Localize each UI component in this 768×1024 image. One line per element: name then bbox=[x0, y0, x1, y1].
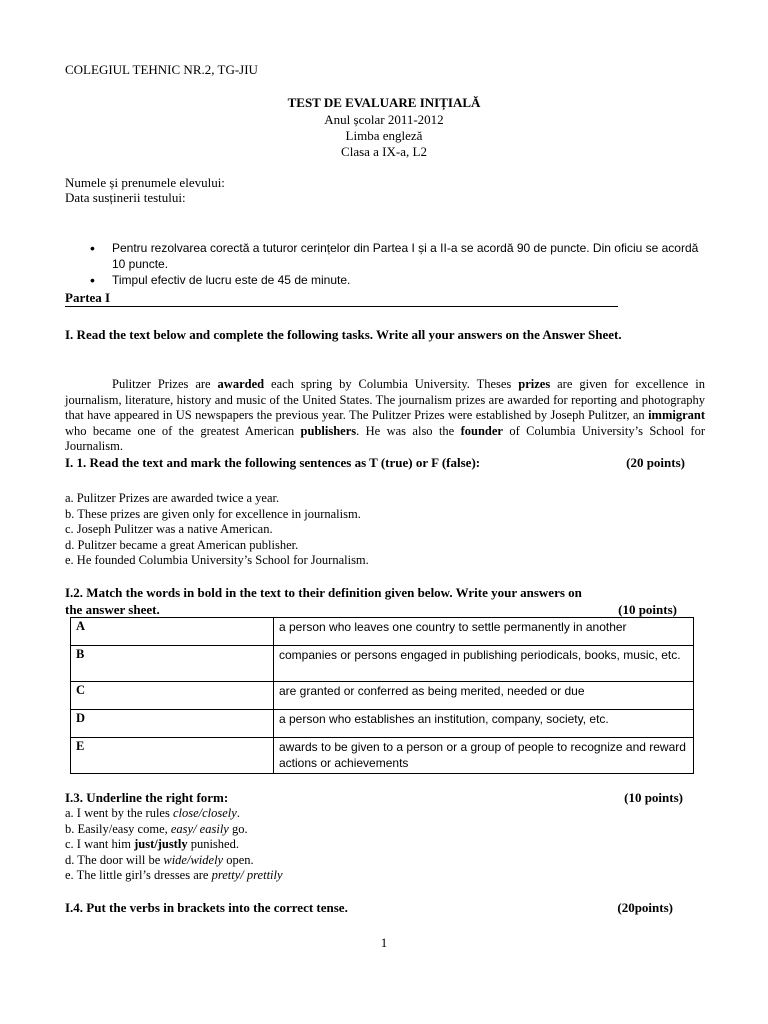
item-text: go. bbox=[228, 821, 248, 836]
row-key: C bbox=[71, 682, 274, 710]
underline-item bbox=[65, 868, 283, 884]
item-options: close/closely bbox=[172, 806, 237, 820]
table-row bbox=[71, 682, 694, 710]
reading-text-part: each spring by Columbia University. Theses bbox=[264, 377, 519, 391]
row-definition: a person who establishes an institution, company, society, etc. bbox=[274, 710, 694, 738]
row-definition: a person who leaves one country to settle permanently in another bbox=[274, 618, 694, 646]
task3-points: (10 points) bbox=[624, 790, 683, 805]
task1-question-text: I. 1. Read the text and mark the following sentences as T (true) or F (false): bbox=[65, 455, 481, 470]
task1-points: (20 points) bbox=[626, 455, 685, 470]
instruction-item: • Pentru rezolvarea corectă a tuturor cerințelor din Partea I și a II-a se acordă 90 de puncte. Din oficiu se acordă 10 puncte. bbox=[90, 240, 710, 272]
task1-items bbox=[65, 491, 369, 569]
tf-item: d. Pulitzer became a great American publisher. bbox=[65, 537, 299, 552]
task2-question-line2: the answer sheet. bbox=[65, 602, 160, 617]
table-row bbox=[71, 738, 694, 774]
task3-question-text: I.3. Underline the right form: bbox=[65, 790, 229, 805]
subject: Limba engleză bbox=[345, 128, 423, 143]
item-options: wide/widely bbox=[163, 852, 224, 867]
item-text: punished. bbox=[187, 837, 239, 851]
tf-item: a. Pulitzer Prizes are awarded twice a year. bbox=[65, 491, 280, 505]
item-options: pretty/ prettily bbox=[211, 868, 283, 882]
item-text: open. bbox=[223, 852, 254, 867]
bold-word: awarded bbox=[217, 377, 265, 391]
reading-text-part: of Columbia University’s School for Journalism. bbox=[65, 423, 705, 454]
table-row bbox=[71, 618, 694, 646]
tf-item: e. He founded Columbia University’s School for Journalism. bbox=[65, 553, 369, 567]
task4-question bbox=[65, 900, 685, 915]
test-date-label: Data susținerii testului: bbox=[65, 190, 186, 205]
row-key: B bbox=[71, 646, 274, 682]
bold-word: prizes bbox=[518, 377, 551, 391]
row-key: D bbox=[71, 710, 274, 738]
row-definition: awards to be given to a person or a group of people to recognize and reward actions or achievements bbox=[274, 738, 694, 774]
item-options: easy/ easily bbox=[170, 821, 229, 836]
bold-word: founder bbox=[460, 423, 503, 438]
table-row bbox=[71, 710, 694, 738]
item-text: . bbox=[236, 806, 240, 820]
underline-item bbox=[65, 853, 283, 869]
school-name: COLEGIUL TEHNIC NR.2, TG-JIU bbox=[65, 62, 258, 77]
tf-item: b. These prizes are given only for excellence in journalism. bbox=[65, 506, 361, 521]
task2-question bbox=[65, 602, 685, 617]
school-year: Anul școlar 2011-2012 bbox=[324, 112, 444, 127]
part-label: Partea I bbox=[65, 290, 618, 307]
reading-text bbox=[65, 377, 705, 455]
task2-question-line1: I.2. Match the words in bold in the text to their definition given below. Write your answers on bbox=[65, 585, 582, 600]
row-key: A bbox=[71, 618, 274, 646]
task4-question-text: I.4. Put the verbs in brackets into the correct tense. bbox=[65, 900, 348, 915]
class-level: Clasa a IX-a, L2 bbox=[341, 144, 427, 159]
item-text: b. Easily/easy come, bbox=[65, 821, 171, 836]
reading-text-part: are given for excellence in journalism, literature, history and music of the United States. The journalism prizes are awarded for reporting and photography that have appeared in US newspapers the previous year. The Pulitzer Prizes were established by Joseph Pulitzer, an bbox=[65, 377, 705, 423]
tf-item: c. Joseph Pulitzer was a native American. bbox=[65, 522, 273, 536]
table-row bbox=[71, 646, 694, 682]
bold-word: immigrant bbox=[648, 408, 705, 423]
matching-table bbox=[70, 617, 694, 774]
section1-heading: I. Read the text below and complete the following tasks. Write all your answers on the Answer Sheet. bbox=[65, 327, 622, 342]
task4-points: (20points) bbox=[617, 900, 673, 915]
task1-question bbox=[65, 455, 685, 470]
row-definition: are granted or conferred as being merited, needed or due bbox=[274, 682, 694, 710]
task3-question bbox=[65, 790, 685, 805]
reading-text-part: who became one of the greatest American bbox=[65, 423, 301, 438]
underline-item bbox=[65, 822, 283, 838]
underline-item bbox=[65, 837, 283, 853]
test-title: TEST DE EVALUARE INIȚIALĂ bbox=[287, 95, 481, 110]
row-definition: companies or persons engaged in publishing periodicals, books, music, etc. bbox=[274, 646, 694, 682]
task2-points: (10 points) bbox=[618, 602, 677, 617]
item-text: c. I want him bbox=[65, 837, 135, 851]
reading-text-part: . He was also the bbox=[356, 423, 461, 438]
reading-text-part: Pulitzer Prizes are bbox=[112, 377, 218, 391]
instruction-item: • Timpul efectiv de lucru este de 45 de minute. bbox=[90, 272, 710, 288]
item-text: d. The door will be bbox=[65, 852, 164, 867]
row-key: E bbox=[71, 738, 274, 774]
underline-item bbox=[65, 806, 283, 822]
page-number: 1 bbox=[380, 935, 388, 950]
instructions-list bbox=[90, 240, 710, 288]
bold-word: publishers bbox=[300, 423, 357, 438]
item-text: a. I went by the rules bbox=[65, 806, 173, 820]
item-text: e. The little girl’s dresses are bbox=[65, 868, 212, 882]
item-options: just/justly bbox=[134, 837, 188, 851]
student-name-label: Numele și prenumele elevului: bbox=[65, 175, 225, 190]
task3-items bbox=[65, 806, 283, 884]
